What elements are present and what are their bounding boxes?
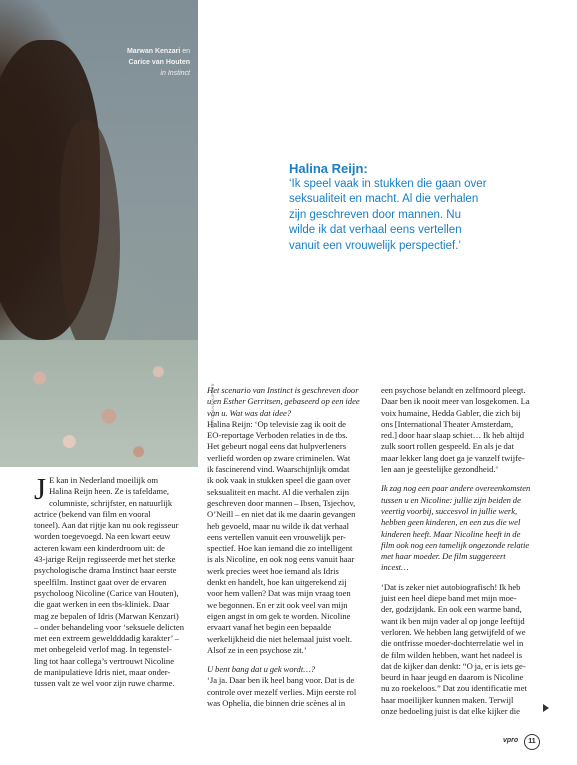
body-text-line: columniste, schrijfster, en natuurlijk bbox=[49, 497, 173, 508]
body-text-line: psycholoog Nicoline (Carice van Houten), bbox=[34, 587, 179, 598]
photo-hair-shape bbox=[60, 120, 120, 350]
photo-floral-dress bbox=[0, 340, 198, 467]
body-text-line: beurd in haar jeugd en daarom is Nicoline bbox=[381, 672, 524, 683]
body-text-line: E kan in Nederland moeilijk om bbox=[49, 475, 159, 485]
intro-paragraph bbox=[34, 471, 192, 690]
question-line: hebben geen kinderen, en een zus die wel bbox=[381, 517, 521, 528]
question-line: veertig voorbij, succesvol in jullie werk, bbox=[381, 505, 518, 516]
caption-film: in Instinct bbox=[160, 70, 190, 77]
body-text-line: Het gebeurt nogal eens dat hulpverleners bbox=[207, 441, 347, 452]
body-text-line: – onder behandeling voor ‘seksuele delicten bbox=[34, 621, 185, 632]
caption-names-1: Marwan Kenzari bbox=[126, 48, 181, 55]
body-text-line: want ik ben mijn vader al op jonge leeftijd bbox=[381, 615, 525, 626]
question-line: kinderen heeft. Maar Nicoline heeft in de bbox=[381, 528, 521, 539]
body-text-line: Halina Reijn: ‘Op televisie zag ik ooit de bbox=[207, 418, 346, 429]
body-text-line: juist een heel diepe band met mijn moe- bbox=[381, 593, 517, 604]
body-text-line: ling tot haar collega’s vertrouwt Nicoline bbox=[34, 655, 175, 666]
body-text-line: verliefd worden op zware criminelen. Wat bbox=[207, 452, 351, 463]
body-text-line: werkelijkheid die niet helemaal juist voelt. bbox=[207, 633, 353, 644]
body-text-line: verloren. We hebben lang getwijfeld of we bbox=[381, 626, 526, 637]
body-text-line: we begonnen. En er zit ook veel van mijn bbox=[207, 599, 348, 610]
pull-quote-line: wilde ik dat verhaal eens vertellen bbox=[289, 224, 462, 236]
question-line: U bent bang dat u gek wordt…? bbox=[207, 664, 316, 675]
body-text-line: heb gevoeld, maar nu wilde ik dat verhaal bbox=[207, 520, 350, 531]
pull-quote-line: zijn geschreven door mannen. Nu bbox=[289, 208, 461, 221]
interview-question bbox=[207, 385, 366, 419]
interview-question bbox=[207, 664, 366, 675]
caption-and: en bbox=[180, 48, 190, 55]
body-text-line: O’Neill – en niet dat ik me daarin gevangen bbox=[207, 509, 356, 520]
body-text-line: eigen angst in om gek te worden. Nicoline bbox=[207, 610, 351, 621]
body-text-line: toneel). Aan dat rijtje kan nu ook regisseur bbox=[34, 520, 179, 531]
body-text-line: 43-jarige Reijn regisseerde met het sterke bbox=[34, 554, 176, 565]
pull-quote-line: seksualiteit en macht. Al die verhalen bbox=[289, 193, 479, 205]
body-text-line: ik ook vaak in stukken speel die gaan over bbox=[207, 475, 351, 486]
body-text-line: ervaart vanaf het begin een bepaalde bbox=[207, 622, 332, 633]
body-text-line: Halina Reijn heen. Ze is tafeldame, bbox=[49, 486, 170, 497]
body-text-line: denkt en handelt, hoe kan uitgerekend zij bbox=[207, 577, 347, 588]
question-line: film ook nog een tamelijk ongezonde relatie bbox=[381, 539, 530, 550]
body-text-line: een psychose belandt en zelfmoord pleegt. bbox=[381, 385, 526, 395]
pull-quote bbox=[289, 161, 514, 254]
body-text-line: EO-reportage Verboden relaties in de tbs. bbox=[207, 430, 348, 441]
body-text-line: tussen valt ze wel voor zijn ruwe charme. bbox=[34, 678, 175, 689]
question-line: Ik zag nog een paar andere overeenkomsten bbox=[381, 483, 531, 494]
body-text-line: maar lekker lang doet ga je vanzelf twijfe- bbox=[381, 452, 525, 463]
body-text-line: met onbegeleid verlof mag. In tegenstel- bbox=[34, 644, 172, 655]
interview-question bbox=[381, 483, 541, 573]
body-text-line: haar moeilijker kunnen maken. Terwijl bbox=[381, 694, 514, 705]
page-number: 11 bbox=[524, 734, 540, 750]
continue-arrow-icon bbox=[543, 704, 549, 712]
body-text-line: worden toegevoegd. Na een kwart eeuw bbox=[34, 531, 171, 542]
body-text-line: spectief. Hoe kan iemand die zo intelligent bbox=[207, 543, 353, 554]
body-text-line: zulk soort rollen gespeeld. En als je dat bbox=[381, 441, 514, 452]
pull-quote-name: Halina Reijn: bbox=[289, 161, 368, 176]
photo-caption bbox=[127, 46, 190, 79]
body-text-line: mag ze bepalen of Idris (Marwan Kenzari) bbox=[34, 610, 179, 621]
body-text-line: is als Nicoline, en ook nog eens vanuit haar bbox=[207, 554, 355, 565]
body-text-line: actrice (bekend van film en vooral bbox=[34, 508, 151, 519]
body-text-line: psychologische drama Instinct haar eerste bbox=[34, 565, 177, 576]
interview-answer bbox=[381, 582, 541, 718]
footer-brand: vpro bbox=[503, 737, 519, 744]
body-text-line: geschreven door mannen – Ibsen, Tsjechov, bbox=[207, 497, 356, 508]
body-text-line: ‘Dat is zeker niet autobiografisch! Ik heb bbox=[381, 581, 521, 592]
body-text-line: red.] door haar slaap schiet… Ik heb altijd bbox=[381, 430, 524, 441]
body-text-line: ik fascinerend vind. Waarschijnlijk omdat bbox=[207, 464, 350, 475]
body-text-line: eens vertellen vanuit een vrouwelijk per- bbox=[207, 531, 346, 542]
question-line: Het scenario van Instinct is geschreven door bbox=[207, 385, 359, 395]
drop-cap: J bbox=[34, 471, 47, 506]
body-text-line: acteren kwam een kinderdroom uit: de bbox=[34, 542, 165, 553]
question-line: u en Esther Gerritsen, gebaseerd op een idee bbox=[207, 396, 360, 407]
question-line: tussen u en Nicoline: jullie zijn beiden de bbox=[381, 494, 521, 505]
body-text-line: werk precies weet hoe iemand als Idris bbox=[207, 565, 339, 576]
pull-quote-line: ‘Ik speel vaak in stukken die gaan over bbox=[289, 177, 487, 190]
caption-names-2: Carice van Houten bbox=[128, 59, 190, 66]
body-text-line: de manipulatieve Idris niet, maar onder- bbox=[34, 667, 171, 678]
body-text-line: onze bedoeling juist is dat elke kijker die bbox=[381, 706, 520, 717]
question-line: incest… bbox=[381, 562, 409, 573]
photo-credit: FOTO: ANP/KIPPER bbox=[210, 382, 215, 428]
interview-answer bbox=[207, 419, 366, 656]
question-line: van u. Wat was dat idee? bbox=[207, 407, 292, 418]
body-text-line: die gaat werken in een tbs-kliniek. Daar bbox=[34, 599, 170, 610]
film-still-photo bbox=[0, 0, 198, 467]
interview-answer bbox=[381, 385, 541, 475]
body-text-line: Daar ben ik nooit meer van losgekomen. La bbox=[381, 396, 530, 407]
body-text-line: speelfilm. Instinct gaat over de ervaren bbox=[34, 576, 167, 587]
body-text-line: voor hem vallen? Dat was mijn vraag toen bbox=[207, 588, 351, 599]
interview-answer bbox=[207, 675, 366, 709]
question-line: met haar moeder. De film suggereert bbox=[381, 551, 506, 562]
body-text-line: voix humaine, Hedda Gabler, die zich bij bbox=[381, 407, 521, 418]
body-text-line: nu zo roekeloos.” Dat zou identificatie met bbox=[381, 683, 527, 694]
body-text-line: seksualiteit en macht. Al die verhalen zijn bbox=[207, 486, 350, 497]
body-text-line: de film wilden hebben, want het nadeel is bbox=[381, 649, 523, 660]
body-text-line: Alsof ze in een psychose zit.’ bbox=[207, 644, 307, 655]
body-text-line: ‘Ja ja. Daar ben ik heel bang voor. Dat is de bbox=[207, 675, 355, 686]
body-text-line: ons [International Theater Amsterdam, bbox=[381, 418, 514, 429]
body-text-line: die ontfrisse moeder-dochterrelatie wel in bbox=[381, 638, 524, 649]
article-column-2 bbox=[207, 382, 366, 709]
body-text-line: len aan je geestelijke gezondheid.’ bbox=[381, 464, 499, 475]
body-text-line: dat de kijker dan denkt: “O ja, er is iets ge- bbox=[381, 660, 526, 671]
body-text-line: was Ophelia, die binnen drie scènes al in bbox=[207, 698, 346, 709]
body-text-line: der, godzijdank. En ook een warme band, bbox=[381, 604, 522, 615]
pull-quote-line: vanuit een vrouwelijk perspectief.’ bbox=[289, 239, 461, 252]
body-text-line: met een extreem geweldddadig karakter’ – bbox=[34, 633, 179, 644]
article-column-3 bbox=[381, 385, 541, 717]
article-column-1 bbox=[34, 471, 192, 690]
body-text-line: controle over mezelf verlies. Mijn eerste rol bbox=[207, 686, 357, 697]
